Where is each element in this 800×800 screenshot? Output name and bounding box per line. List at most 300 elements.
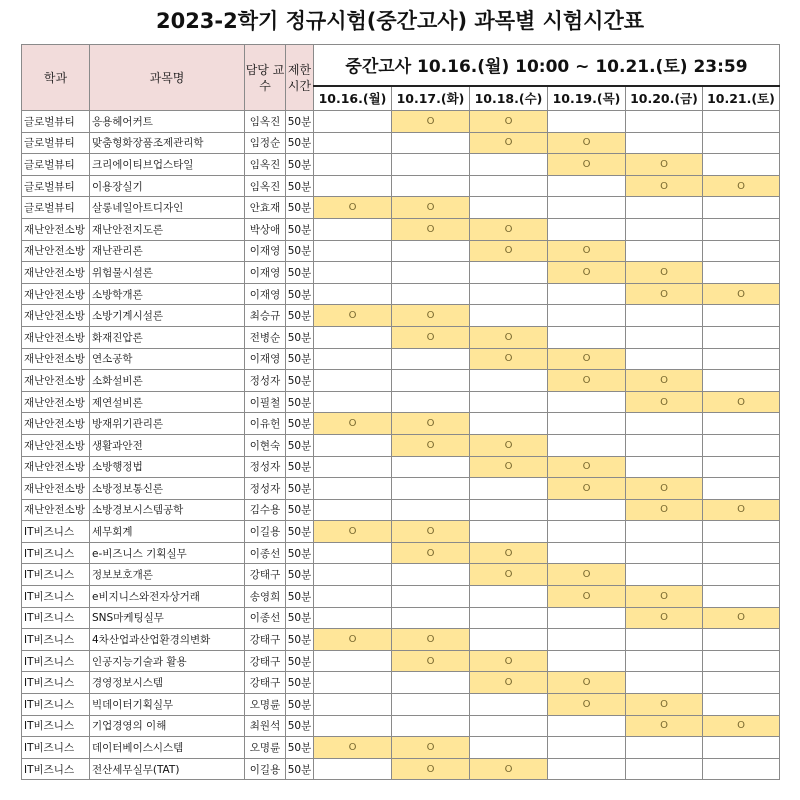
exam-day-mark: O xyxy=(626,391,703,413)
empty-day-cell xyxy=(703,154,780,176)
exam-day-mark: O xyxy=(548,478,626,500)
empty-day-cell xyxy=(470,413,548,435)
table-row xyxy=(22,240,780,262)
dept-cell: 글로벌뷰티 xyxy=(22,132,90,154)
limit-cell: 50분 xyxy=(286,542,314,564)
exam-day-mark: O xyxy=(626,499,703,521)
empty-day-cell xyxy=(470,154,548,176)
date-header: 10.16.(월) xyxy=(314,86,392,111)
exam-day-mark: O xyxy=(703,499,780,521)
limit-cell: 50분 xyxy=(286,348,314,370)
professor-cell: 이필철 xyxy=(245,391,286,413)
subject-cell: 인공지능기술과 활용 xyxy=(90,650,245,672)
column-header-professor: 담당 교수 xyxy=(245,45,286,111)
subject-cell: 생활과안전 xyxy=(90,434,245,456)
subject-cell: 기업경영의 이해 xyxy=(90,715,245,737)
limit-cell: 50분 xyxy=(286,499,314,521)
professor-cell: 최승규 xyxy=(245,305,286,327)
date-header: 10.20.(금) xyxy=(626,86,703,111)
empty-day-cell xyxy=(703,694,780,716)
empty-day-cell xyxy=(392,564,470,586)
exam-day-mark: O xyxy=(392,197,470,219)
limit-cell: 50분 xyxy=(286,391,314,413)
empty-day-cell xyxy=(548,197,626,219)
empty-day-cell xyxy=(392,262,470,284)
subject-cell: 맞춤형화장품조제관리학 xyxy=(90,132,245,154)
empty-day-cell xyxy=(548,607,626,629)
empty-day-cell xyxy=(626,564,703,586)
professor-cell: 이재영 xyxy=(245,240,286,262)
empty-day-cell xyxy=(548,650,626,672)
empty-day-cell xyxy=(314,715,392,737)
empty-day-cell xyxy=(392,607,470,629)
empty-day-cell xyxy=(314,348,392,370)
empty-day-cell xyxy=(703,240,780,262)
exam-day-mark: O xyxy=(392,413,470,435)
empty-day-cell xyxy=(626,672,703,694)
empty-day-cell xyxy=(392,154,470,176)
dept-cell: IT비즈니스 xyxy=(22,650,90,672)
dept-cell: IT비즈니스 xyxy=(22,737,90,759)
exam-day-mark: O xyxy=(314,305,392,327)
empty-day-cell xyxy=(314,132,392,154)
subject-cell: 4차산업과산업환경의변화 xyxy=(90,629,245,651)
empty-day-cell xyxy=(703,132,780,154)
professor-cell: 오명륜 xyxy=(245,694,286,716)
empty-day-cell xyxy=(470,478,548,500)
limit-cell: 50분 xyxy=(286,715,314,737)
table-row xyxy=(22,348,780,370)
subject-cell: e-비즈니스 기획실무 xyxy=(90,542,245,564)
empty-day-cell xyxy=(392,456,470,478)
professor-cell: 이재영 xyxy=(245,348,286,370)
empty-day-cell xyxy=(548,434,626,456)
professor-cell: 정성자 xyxy=(245,456,286,478)
exam-day-mark: O xyxy=(314,737,392,759)
professor-cell: 이재영 xyxy=(245,283,286,305)
professor-cell: 강태구 xyxy=(245,564,286,586)
empty-day-cell xyxy=(470,370,548,392)
table-row xyxy=(22,521,780,543)
exam-day-mark: O xyxy=(548,240,626,262)
table-row xyxy=(22,326,780,348)
limit-cell: 50분 xyxy=(286,650,314,672)
exam-day-mark: O xyxy=(626,586,703,608)
empty-day-cell xyxy=(626,629,703,651)
empty-day-cell xyxy=(703,521,780,543)
column-header-dept: 학과 xyxy=(22,45,90,111)
exam-day-mark: O xyxy=(392,629,470,651)
dept-cell: 재난안전소방 xyxy=(22,434,90,456)
empty-day-cell xyxy=(392,240,470,262)
subject-cell: 세무회계 xyxy=(90,521,245,543)
empty-day-cell xyxy=(548,326,626,348)
limit-cell: 50분 xyxy=(286,283,314,305)
empty-day-cell xyxy=(314,586,392,608)
empty-day-cell xyxy=(626,737,703,759)
table-row xyxy=(22,737,780,759)
subject-cell: 소방행정법 xyxy=(90,456,245,478)
empty-day-cell xyxy=(626,758,703,780)
empty-day-cell xyxy=(314,218,392,240)
empty-day-cell xyxy=(548,305,626,327)
professor-cell: 김수용 xyxy=(245,499,286,521)
empty-day-cell xyxy=(314,694,392,716)
exam-day-mark: O xyxy=(703,175,780,197)
exam-day-mark: O xyxy=(314,413,392,435)
empty-day-cell xyxy=(626,132,703,154)
empty-day-cell xyxy=(470,694,548,716)
exam-day-mark: O xyxy=(314,521,392,543)
exam-day-mark: O xyxy=(392,542,470,564)
table-row xyxy=(22,672,780,694)
exam-day-mark: O xyxy=(392,326,470,348)
subject-cell: 소화설비론 xyxy=(90,370,245,392)
dept-cell: 재난안전소방 xyxy=(22,499,90,521)
column-header-limit: 제한 시간 xyxy=(286,45,314,111)
empty-day-cell xyxy=(392,348,470,370)
dept-cell: 글로벌뷰티 xyxy=(22,111,90,133)
exam-day-mark: O xyxy=(703,715,780,737)
limit-cell: 50분 xyxy=(286,370,314,392)
dept-cell: IT비즈니스 xyxy=(22,542,90,564)
exam-day-mark: O xyxy=(548,262,626,284)
limit-cell: 50분 xyxy=(286,218,314,240)
exam-day-mark: O xyxy=(626,175,703,197)
empty-day-cell xyxy=(703,111,780,133)
empty-day-cell xyxy=(314,262,392,284)
exam-day-mark: O xyxy=(548,370,626,392)
empty-day-cell xyxy=(392,672,470,694)
empty-day-cell xyxy=(626,348,703,370)
exam-day-mark: O xyxy=(470,672,548,694)
empty-day-cell xyxy=(703,197,780,219)
dept-cell: 재난안전소방 xyxy=(22,218,90,240)
exam-day-mark: O xyxy=(470,348,548,370)
empty-day-cell xyxy=(548,391,626,413)
exam-day-mark: O xyxy=(392,737,470,759)
dept-cell: IT비즈니스 xyxy=(22,564,90,586)
table-row xyxy=(22,132,780,154)
professor-cell: 이길용 xyxy=(245,758,286,780)
empty-day-cell xyxy=(470,629,548,651)
table-row xyxy=(22,607,780,629)
empty-day-cell xyxy=(548,629,626,651)
empty-day-cell xyxy=(392,175,470,197)
empty-day-cell xyxy=(548,175,626,197)
exam-day-mark: O xyxy=(548,132,626,154)
exam-day-mark: O xyxy=(470,564,548,586)
empty-day-cell xyxy=(470,607,548,629)
subject-cell: 소방기계시설론 xyxy=(90,305,245,327)
empty-day-cell xyxy=(626,197,703,219)
subject-cell: 화재진압론 xyxy=(90,326,245,348)
empty-day-cell xyxy=(470,737,548,759)
subject-cell: 전산세무실무(TAT) xyxy=(90,758,245,780)
limit-cell: 50분 xyxy=(286,434,314,456)
professor-cell: 강태구 xyxy=(245,650,286,672)
dept-cell: 재난안전소방 xyxy=(22,305,90,327)
subject-cell: 이용장실기 xyxy=(90,175,245,197)
empty-day-cell xyxy=(314,542,392,564)
exam-day-mark: O xyxy=(548,456,626,478)
exam-day-mark: O xyxy=(548,348,626,370)
empty-day-cell xyxy=(703,434,780,456)
subject-cell: 살롱네일아트디자인 xyxy=(90,197,245,219)
professor-cell: 이길용 xyxy=(245,521,286,543)
empty-day-cell xyxy=(470,391,548,413)
professor-cell: 최원석 xyxy=(245,715,286,737)
dept-cell: 재난안전소방 xyxy=(22,370,90,392)
empty-day-cell xyxy=(392,499,470,521)
table-row xyxy=(22,499,780,521)
table-row xyxy=(22,629,780,651)
empty-day-cell xyxy=(470,715,548,737)
date-header: 10.18.(수) xyxy=(470,86,548,111)
exam-day-mark: O xyxy=(392,758,470,780)
empty-day-cell xyxy=(314,240,392,262)
limit-cell: 50분 xyxy=(286,262,314,284)
dept-cell: 글로벌뷰티 xyxy=(22,154,90,176)
empty-day-cell xyxy=(314,370,392,392)
dept-cell: 재난안전소방 xyxy=(22,478,90,500)
subject-cell: 빅데이터기획실무 xyxy=(90,694,245,716)
table-row xyxy=(22,586,780,608)
empty-day-cell xyxy=(314,175,392,197)
limit-cell: 50분 xyxy=(286,456,314,478)
subject-cell: SNS마케팅실무 xyxy=(90,607,245,629)
empty-day-cell xyxy=(314,456,392,478)
subject-cell: 연소공학 xyxy=(90,348,245,370)
exam-day-mark: O xyxy=(470,434,548,456)
exam-day-mark: O xyxy=(626,715,703,737)
dept-cell: IT비즈니스 xyxy=(22,694,90,716)
empty-day-cell xyxy=(470,175,548,197)
empty-day-cell xyxy=(626,542,703,564)
table-row xyxy=(22,564,780,586)
empty-day-cell xyxy=(548,499,626,521)
exam-day-mark: O xyxy=(703,283,780,305)
exam-period-banner: 중간고사 10.16.(월) 10:00 ~ 10.21.(토) 23:59 xyxy=(314,45,780,86)
professor-cell: 이재영 xyxy=(245,262,286,284)
professor-cell: 정성자 xyxy=(245,370,286,392)
page-title: 2023-2학기 정규시험(중간고사) 과목별 시험시간표 xyxy=(155,9,645,33)
subject-cell: 정보보호개론 xyxy=(90,564,245,586)
empty-day-cell xyxy=(392,370,470,392)
empty-day-cell xyxy=(703,218,780,240)
limit-cell: 50분 xyxy=(286,197,314,219)
dept-cell: 재난안전소방 xyxy=(22,413,90,435)
limit-cell: 50분 xyxy=(286,758,314,780)
empty-day-cell xyxy=(314,434,392,456)
dept-cell: IT비즈니스 xyxy=(22,607,90,629)
exam-day-mark: O xyxy=(548,154,626,176)
dept-cell: IT비즈니스 xyxy=(22,586,90,608)
dept-cell: IT비즈니스 xyxy=(22,629,90,651)
limit-cell: 50분 xyxy=(286,478,314,500)
empty-day-cell xyxy=(703,305,780,327)
limit-cell: 50분 xyxy=(286,607,314,629)
empty-day-cell xyxy=(314,326,392,348)
empty-day-cell xyxy=(314,478,392,500)
empty-day-cell xyxy=(703,413,780,435)
empty-day-cell xyxy=(470,586,548,608)
table-row xyxy=(22,758,780,780)
exam-day-mark: O xyxy=(548,586,626,608)
exam-day-mark: O xyxy=(626,283,703,305)
exam-day-mark: O xyxy=(626,478,703,500)
exam-day-mark: O xyxy=(626,262,703,284)
dept-cell: 재난안전소방 xyxy=(22,240,90,262)
professor-cell: 임옥진 xyxy=(245,111,286,133)
table-row xyxy=(22,305,780,327)
empty-day-cell xyxy=(392,478,470,500)
exam-day-mark: O xyxy=(703,607,780,629)
professor-cell: 이유헌 xyxy=(245,413,286,435)
empty-day-cell xyxy=(548,413,626,435)
table-row xyxy=(22,478,780,500)
empty-day-cell xyxy=(548,715,626,737)
table-row xyxy=(22,197,780,219)
table-row xyxy=(22,262,780,284)
exam-day-mark: O xyxy=(470,218,548,240)
empty-day-cell xyxy=(470,283,548,305)
dept-cell: IT비즈니스 xyxy=(22,672,90,694)
exam-schedule-table xyxy=(21,44,780,780)
empty-day-cell xyxy=(703,564,780,586)
empty-day-cell xyxy=(626,111,703,133)
dept-cell: 재난안전소방 xyxy=(22,456,90,478)
empty-day-cell xyxy=(626,326,703,348)
empty-day-cell xyxy=(392,694,470,716)
professor-cell: 정성자 xyxy=(245,478,286,500)
subject-cell: 위험물시설론 xyxy=(90,262,245,284)
dept-cell: 글로벌뷰티 xyxy=(22,197,90,219)
exam-day-mark: O xyxy=(626,370,703,392)
date-header: 10.19.(목) xyxy=(548,86,626,111)
subject-cell: 크리에이티브업스타일 xyxy=(90,154,245,176)
subject-cell: 재난관리론 xyxy=(90,240,245,262)
empty-day-cell xyxy=(314,672,392,694)
limit-cell: 50분 xyxy=(286,111,314,133)
empty-day-cell xyxy=(548,542,626,564)
empty-day-cell xyxy=(626,650,703,672)
empty-day-cell xyxy=(626,240,703,262)
limit-cell: 50분 xyxy=(286,672,314,694)
limit-cell: 50분 xyxy=(286,694,314,716)
empty-day-cell xyxy=(314,391,392,413)
empty-day-cell xyxy=(703,478,780,500)
empty-day-cell xyxy=(703,758,780,780)
empty-day-cell xyxy=(470,262,548,284)
empty-day-cell xyxy=(626,521,703,543)
table-row xyxy=(22,283,780,305)
empty-day-cell xyxy=(548,521,626,543)
dept-cell: 재난안전소방 xyxy=(22,262,90,284)
professor-cell: 이현숙 xyxy=(245,434,286,456)
empty-day-cell xyxy=(548,737,626,759)
limit-cell: 50분 xyxy=(286,132,314,154)
exam-day-mark: O xyxy=(470,326,548,348)
table-row xyxy=(22,715,780,737)
empty-day-cell xyxy=(703,586,780,608)
empty-day-cell xyxy=(392,132,470,154)
professor-cell: 송영희 xyxy=(245,586,286,608)
limit-cell: 50분 xyxy=(286,175,314,197)
table-row xyxy=(22,694,780,716)
empty-day-cell xyxy=(626,305,703,327)
professor-cell: 전병순 xyxy=(245,326,286,348)
exam-day-mark: O xyxy=(703,391,780,413)
date-header: 10.21.(토) xyxy=(703,86,780,111)
empty-day-cell xyxy=(703,326,780,348)
table-row xyxy=(22,370,780,392)
empty-day-cell xyxy=(392,586,470,608)
exam-day-mark: O xyxy=(470,111,548,133)
table-row xyxy=(22,542,780,564)
dept-cell: IT비즈니스 xyxy=(22,521,90,543)
subject-cell: 재난안전지도론 xyxy=(90,218,245,240)
dept-cell: 재난안전소방 xyxy=(22,348,90,370)
limit-cell: 50분 xyxy=(286,413,314,435)
table-row xyxy=(22,175,780,197)
exam-day-mark: O xyxy=(548,694,626,716)
empty-day-cell xyxy=(626,218,703,240)
empty-day-cell xyxy=(548,758,626,780)
exam-day-mark: O xyxy=(392,305,470,327)
dept-cell: 글로벌뷰티 xyxy=(22,175,90,197)
subject-cell: 응용헤어커트 xyxy=(90,111,245,133)
exam-day-mark: O xyxy=(548,672,626,694)
empty-day-cell xyxy=(314,758,392,780)
empty-day-cell xyxy=(314,499,392,521)
subject-cell: e비지니스와전자상거래 xyxy=(90,586,245,608)
empty-day-cell xyxy=(703,629,780,651)
exam-day-mark: O xyxy=(314,197,392,219)
dept-cell: 재난안전소방 xyxy=(22,326,90,348)
empty-day-cell xyxy=(392,283,470,305)
column-header-subject: 과목명 xyxy=(90,45,245,111)
subject-cell: 소방학개론 xyxy=(90,283,245,305)
subject-cell: 경영정보시스템 xyxy=(90,672,245,694)
empty-day-cell xyxy=(314,154,392,176)
date-header: 10.17.(화) xyxy=(392,86,470,111)
empty-day-cell xyxy=(703,370,780,392)
exam-day-mark: O xyxy=(470,650,548,672)
professor-cell: 박상애 xyxy=(245,218,286,240)
table-row xyxy=(22,434,780,456)
exam-day-mark: O xyxy=(626,154,703,176)
exam-day-mark: O xyxy=(470,456,548,478)
empty-day-cell xyxy=(470,499,548,521)
table-row xyxy=(22,413,780,435)
empty-day-cell xyxy=(703,737,780,759)
exam-day-mark: O xyxy=(314,629,392,651)
table-row xyxy=(22,650,780,672)
empty-day-cell xyxy=(703,542,780,564)
dept-cell: 재난안전소방 xyxy=(22,283,90,305)
limit-cell: 50분 xyxy=(286,564,314,586)
professor-cell: 임옥진 xyxy=(245,175,286,197)
empty-day-cell xyxy=(314,564,392,586)
subject-cell: 제연설비론 xyxy=(90,391,245,413)
schedule-rows xyxy=(22,111,780,780)
exam-day-mark: O xyxy=(392,434,470,456)
limit-cell: 50분 xyxy=(286,586,314,608)
table-row xyxy=(22,391,780,413)
empty-day-cell xyxy=(703,348,780,370)
empty-day-cell xyxy=(626,434,703,456)
